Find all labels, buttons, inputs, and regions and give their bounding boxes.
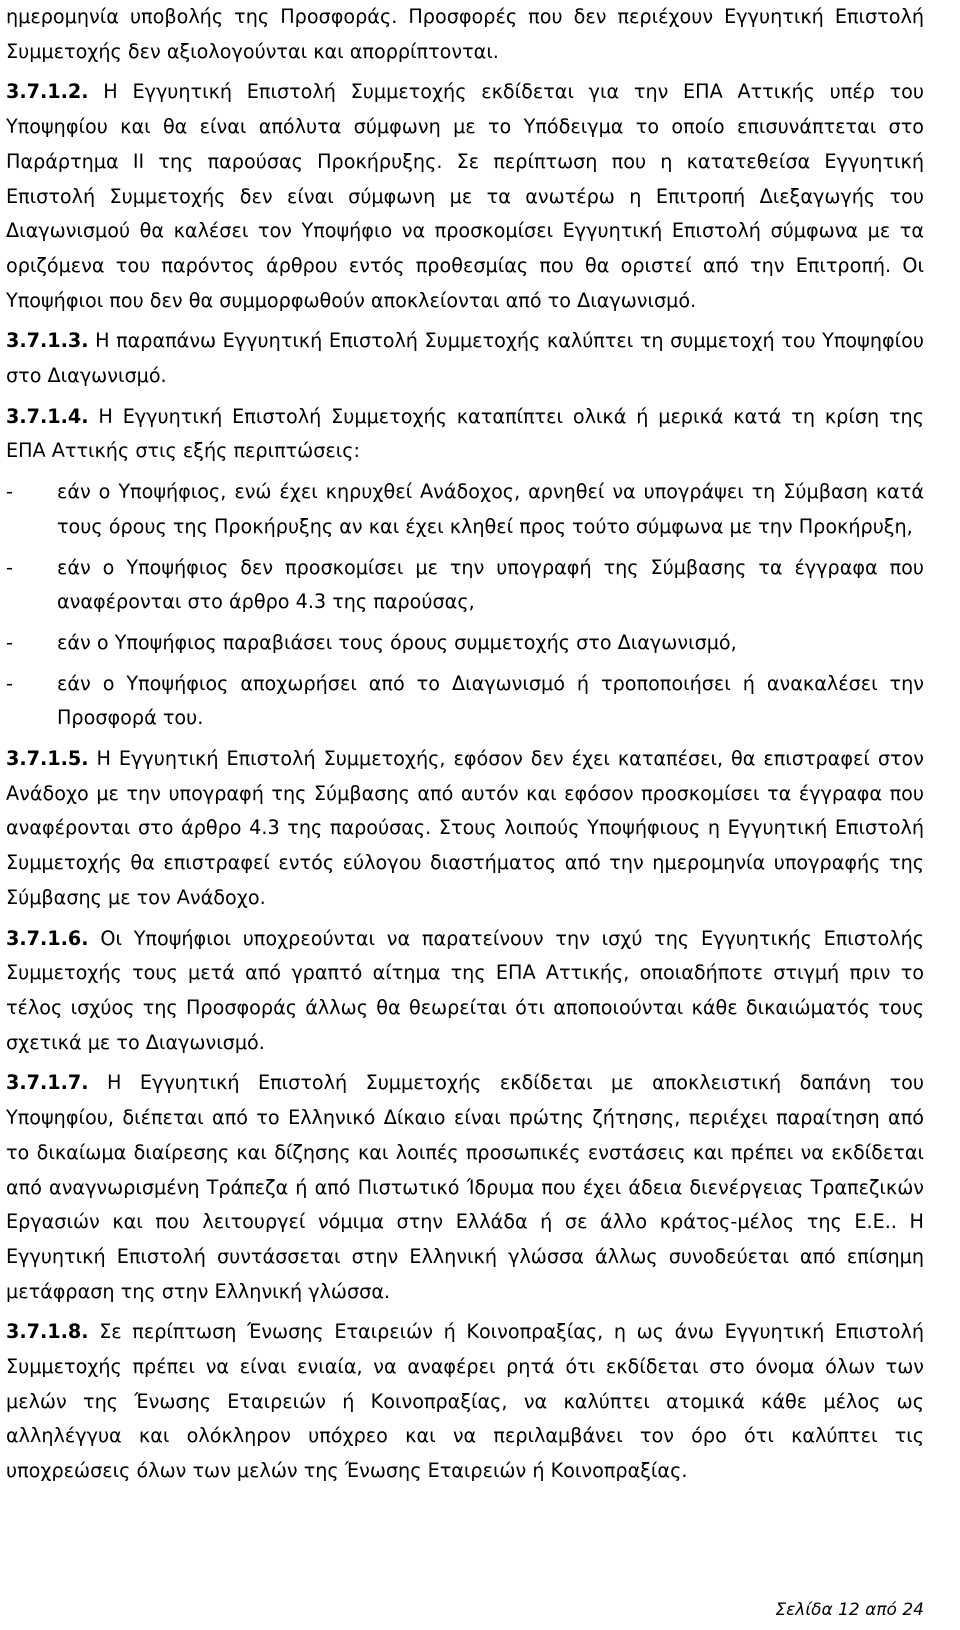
list-item — [6, 667, 924, 736]
clause-3-7-1-2 — [6, 75, 924, 318]
list-item — [6, 551, 924, 620]
list-item-text: εάν ο Υποψήφιος παραβιάσει τους όρους συμμετοχής στο Διαγωνισμό, — [57, 630, 737, 654]
list-item-text: εάν ο Υποψήφιος αποχωρήσει από το Διαγωνισμό ή τροποποιήσει ή ανακαλέσει την Προσφορά του. — [57, 671, 924, 730]
clause-text: Η παραπάνω Εγγυητική Επιστολή Συμμετοχής καλύπτει τη συμμετοχή του Υποψηφίου στο Διαγωνισμό. — [6, 329, 924, 388]
clause-3-7-1-6 — [6, 922, 924, 1061]
clause-number: 3.7.1.5. — [6, 747, 89, 771]
list-item — [6, 626, 924, 661]
clause-3-7-1-3 — [6, 324, 924, 393]
clause-text: Σε περίπτωση Ένωσης Εταιρειών ή Κοινοπραξίας, η ως άνω Εγγυητική Επιστολή Συμμετοχής πρέπει να είναι ενιαία, να αναφέρει ρητά ότι εκδίδεται στο όνομα όλων των μελών της Ένωσης Εταιρειών ή Κοινοπραξίας, να καλύπτει ατομικά κάθε μέλος ως αλληλέγγυα και ολόκληρον υπόχρεο και να περιλαμβάνει τον όρο ότι καλύπτει τις υποχρεώσεις όλων των μελών της Ένωσης Εταιρειών ή Κοινοπραξίας. — [6, 1320, 924, 1483]
list-item-text: εάν ο Υποψήφιος δεν προσκομίσει με την υπογραφή της Σύμβασης τα έγγραφα που αναφέρονται στο άρθρο 4.3 της παρούσας, — [57, 555, 924, 614]
clause-3-7-1-7 — [6, 1066, 924, 1309]
list-item — [6, 475, 924, 544]
page-number-footer: Σελίδα 12 από 24 — [775, 1600, 924, 1620]
clause-number: 3.7.1.3. — [6, 329, 89, 353]
document-page — [6, 0, 924, 1489]
clause-number: 3.7.1.4. — [6, 404, 89, 428]
list-dash: - — [6, 480, 13, 504]
clause-text: Η Εγγυητική Επιστολή Συμμετοχής εκδίδεται για την ΕΠΑ Αττικής υπέρ του Υποψηφίου και θα είναι απόλυτα σύμφωνη με το Υπόδειγμα το οποίο επισυνάπτεται στο Παράρτημα ΙΙ της παρούσας Προκήρυξης. Σε περίπτωση που η κατατεθείσα Εγγυητική Επιστολή Συμμετοχής δεν είναι σύμφωνη με τα ανωτέρω η Επιτροπή Διεξαγωγής του Διαγωνισμού θα καλέσει τον Υποψήφιο να προσκομίσει Εγγυητική Επιστολή σύμφωνα με τα οριζόμενα του παρόντος άρθρου εντός προθεσμίας που θα οριστεί από την Επιτροπή. Οι Υποψήφιοι που δεν θα συμμορφωθούν αποκλείονται από το Διαγωνισμό. — [6, 80, 924, 312]
clause-text: Η Εγγυητική Επιστολή Συμμετοχής καταπίπτει ολικά ή μερικά κατά τη κρίση της ΕΠΑ Αττικής στις εξής περιπτώσεις: — [6, 404, 924, 463]
clause-number: 3.7.1.7. — [6, 1071, 89, 1095]
clause-text: Η Εγγυητική Επιστολή Συμμετοχής, εφόσον δεν έχει καταπέσει, θα επιστραφεί στον Ανάδοχο με την υπογραφή της Σύμβασης από αυτόν και εφόσον προσκομίσει τα έγγραφα που αναφέρονται στο άρθρο 4.3 της παρούσας. Στους λοιπούς Υποψήφιους η Εγγυητική Επιστολή Συμμετοχής θα επιστραφεί εντός εύλογου διαστήματος από την ημερομηνία υπογραφής της Σύμβασης με τον Ανάδοχο. — [6, 747, 924, 909]
intro-paragraph: ημερομηνία υποβολής της Προσφοράς. Προσφορές που δεν περιέχουν Εγγυητική Επιστολή Συμμετοχής δεν αξιολογούνται και απορρίπτονται. — [6, 5, 924, 63]
list-dash: - — [6, 671, 13, 695]
clause-3-7-1-8 — [6, 1315, 924, 1489]
list-dash: - — [6, 555, 13, 579]
clause-text: Η Εγγυητική Επιστολή Συμμετοχής εκδίδεται με αποκλειστική δαπάνη του Υποψηφίου, διέπεται από το Ελληνικό Δίκαιο είναι πρώτης ζήτησης, περιέχει παραίτηση από το δικαίωμα διαίρεσης και δίζησης και λοιπές προσωπικές ενστάσεις και πρέπει να εκδίδεται από αναγνωρισμένη Τράπεζα ή από Πιστωτικό Ίδρυμα που έχει άδεια διενέργειας Τραπεζικών Εργασιών και που λειτουργεί νόμιμα στην Ελλάδα ή σε άλλο κράτος-μέλος της Ε.Ε.. Η Εγγυητική Επιστολή συντάσσεται στην Ελληνική γλώσσα άλλως συνοδεύεται από επίσημη μετάφραση της στην Ελληνική γλώσσα. — [6, 1071, 924, 1303]
clause-3-7-1-5 — [6, 742, 924, 916]
clause-number: 3.7.1.8. — [6, 1320, 89, 1344]
clause-number: 3.7.1.6. — [6, 926, 89, 950]
clause-3-7-1-4 — [6, 400, 924, 469]
clause-number: 3.7.1.2. — [6, 80, 89, 104]
clause-text: Οι Υποψήφιοι υποχρεούνται να παρατείνουν την ισχύ της Εγγυητικής Επιστολής Συμμετοχής τους μετά από γραπτό αίτημα της ΕΠΑ Αττικής, οποιαδήποτε στιγμή πριν το τέλος ισχύος της Προσφοράς άλλως θα θεωρείται ότι αποποιούνται κάθε δικαιώματός τους σχετικά με το Διαγωνισμό. — [6, 926, 924, 1054]
list-item-text: εάν ο Υποψήφιος, ενώ έχει κηρυχθεί Ανάδοχος, αρνηθεί να υπογράψει τη Σύμβαση κατά τους όρους της Προκήρυξης αν και έχει κληθεί προς τούτο σύμφωνα με την Προκήρυξη, — [57, 480, 924, 538]
list-dash: - — [6, 630, 13, 654]
